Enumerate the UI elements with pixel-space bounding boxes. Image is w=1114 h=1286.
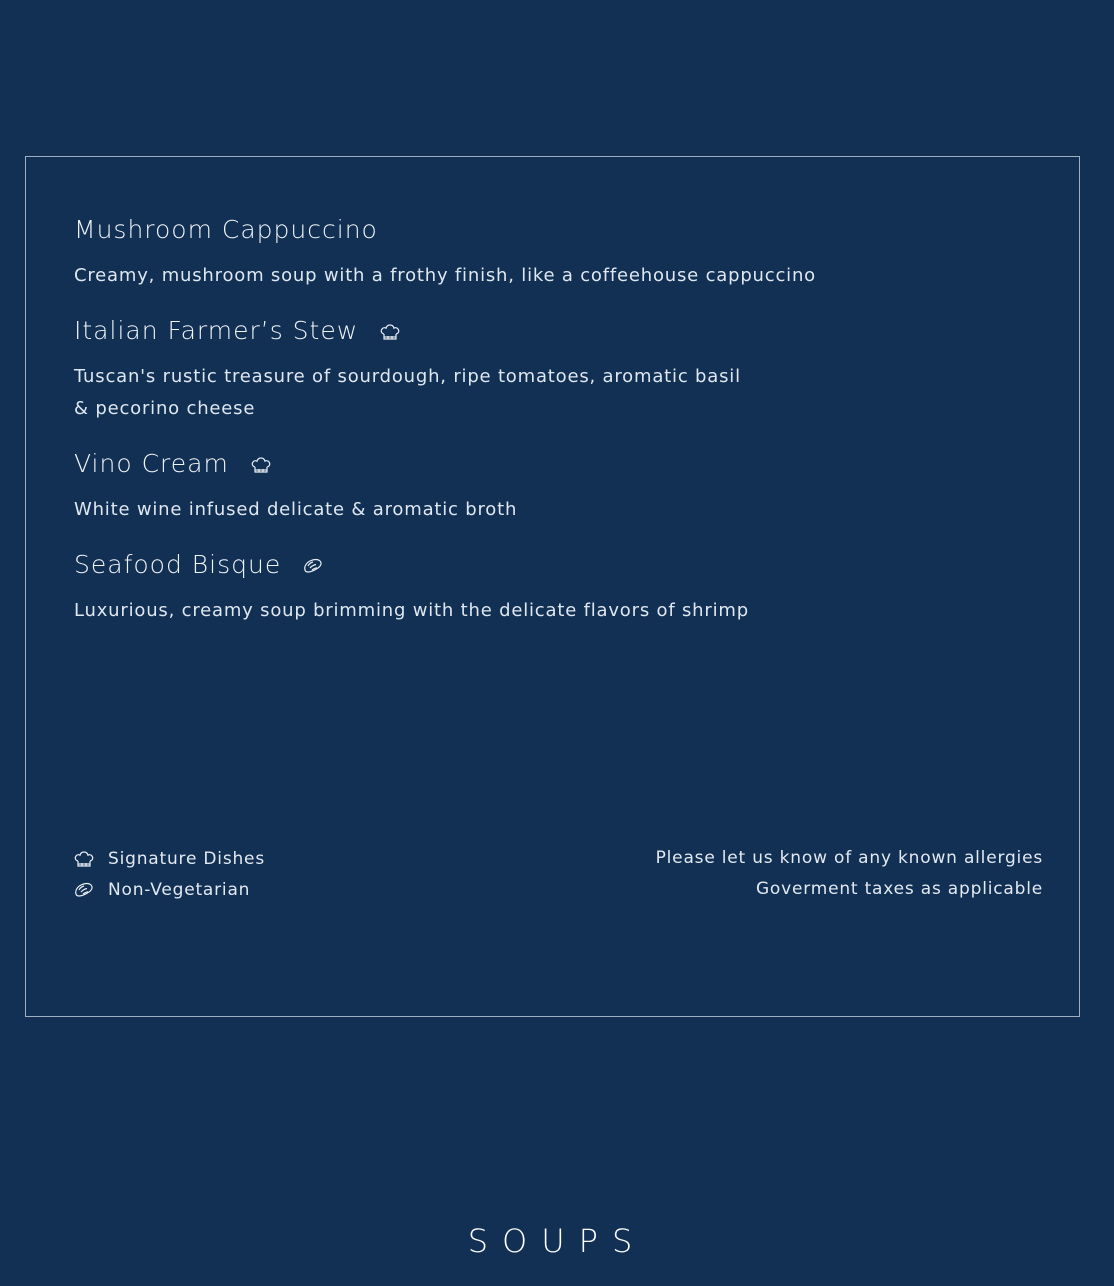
chef-hat-icon	[249, 452, 273, 476]
item-description: Luxurious, creamy soup brimming with the delicate flavors of shrimp	[74, 600, 749, 621]
item-name: Italian Farmer’s Stew	[74, 316, 359, 345]
tax-note: Goverment taxes as applicable	[755, 879, 1043, 899]
chef-hat-icon	[378, 319, 402, 343]
item-description: Creamy, mushroom soup with a frothy finish, like a coffeehouse cappuccino	[74, 265, 816, 286]
non-veg-icon	[301, 553, 325, 577]
legend-non-veg-label: Non-Vegetarian	[108, 879, 251, 900]
legend	[72, 843, 265, 905]
item-description: Tuscan's rustic treasure of sourdough, ripe tomatoes, aromatic basil & pecorino cheese	[74, 366, 741, 419]
item-name: Vino Cream	[74, 449, 229, 478]
notes	[656, 843, 1043, 905]
non-veg-icon	[72, 878, 96, 902]
menu-frame	[25, 156, 1080, 1017]
section-title: SOUPS	[467, 1222, 647, 1260]
menu-items	[74, 213, 974, 649]
item-name: Seafood Bisque	[74, 550, 282, 579]
menu-item	[74, 213, 974, 292]
item-name: Mushroom Cappuccino	[74, 215, 378, 244]
menu-item	[74, 447, 974, 526]
legend-signature-label: Signature Dishes	[108, 848, 265, 869]
menu-item	[74, 548, 974, 627]
chef-hat-icon	[72, 847, 96, 871]
legend-non-veg	[72, 874, 265, 905]
allergy-note: Please let us know of any known allergies	[655, 848, 1043, 868]
item-description: White wine infused delicate & aromatic broth	[74, 499, 518, 520]
menu-item	[74, 314, 974, 425]
legend-signature	[72, 843, 265, 874]
